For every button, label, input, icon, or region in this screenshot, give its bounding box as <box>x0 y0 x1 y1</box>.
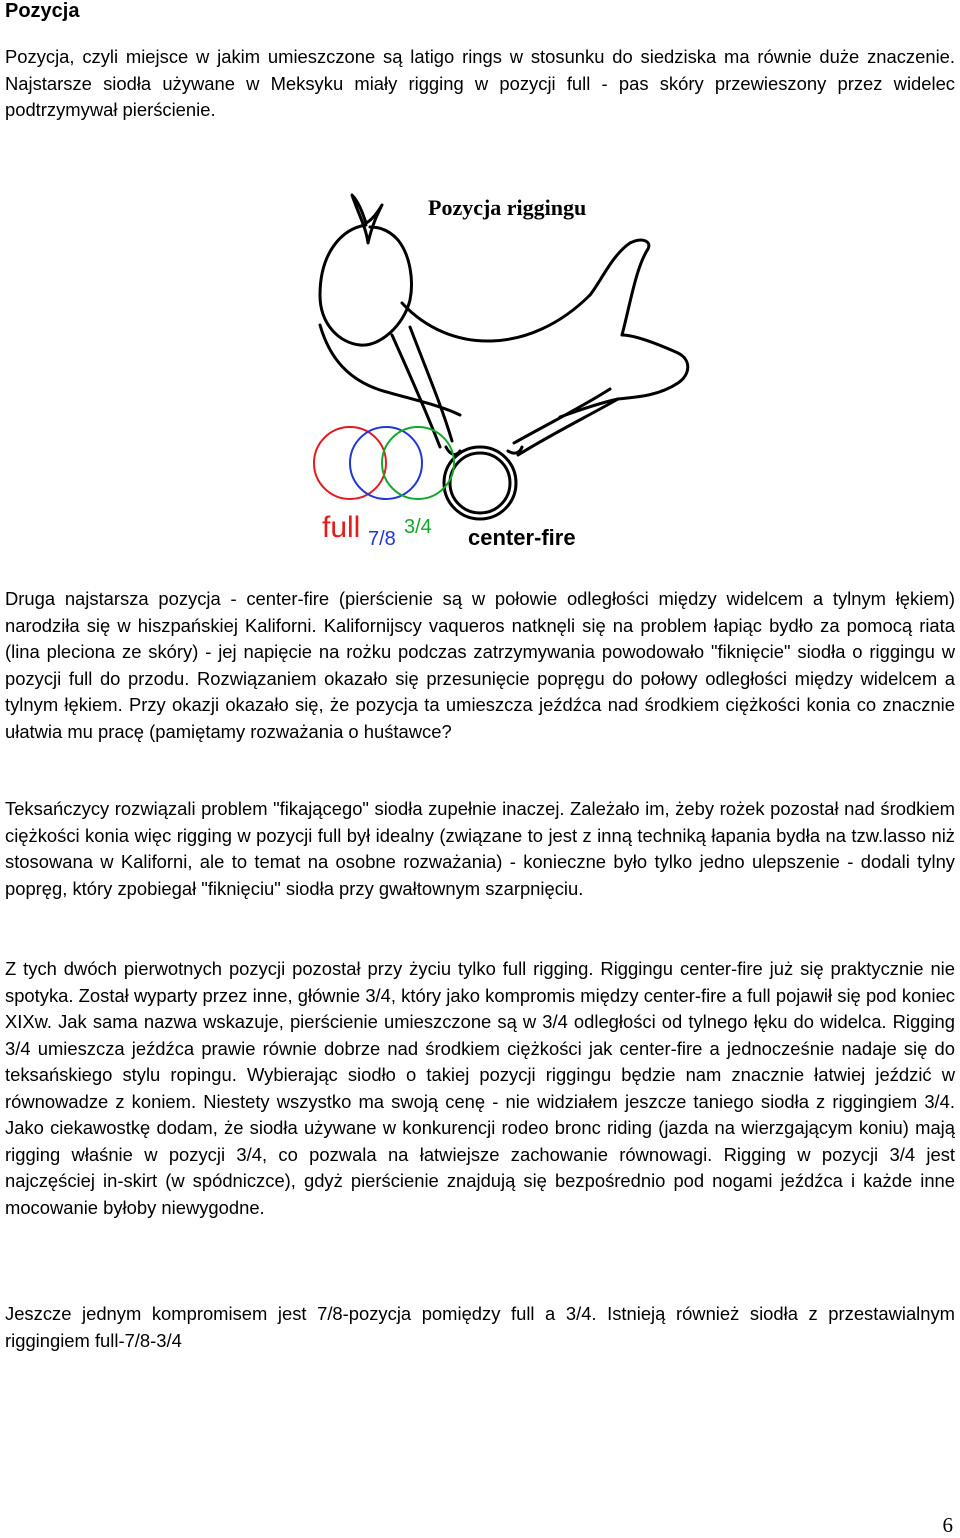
saddle-cantle <box>590 240 649 335</box>
label-full: full <box>322 511 361 544</box>
figure-title: Pozycja riggingu <box>428 195 587 220</box>
paragraph-center-fire: Druga najstarsza pozycja - center-fire (pierścienie są w połowie odległości między widelcem a tylnym łękiem) narodziła się w hiszpańskiej Kaliforni. Kalifornijscy vaqueros natknęli się na problem łapiąc bydło za pomocą riata (lina pleciona ze skóry) - jej napięcie na rożku podczas zatrzymywania powodowało "fiknięcie" siodła o riggingu w pozycji full do przodu. Rozwiązaniem okazało się przesunięcie popręgu do połowy odległości między widelcem a tylnym łękiem. Przy okazji okazało się, że pozycja ta umieszcza jeźdźca nad środkiem ciężkości konia co znacznie ułatwia mu pracę (pamiętamy rozważania o huśtawce? <box>5 588 955 742</box>
three-quarters-position-circle <box>382 427 454 499</box>
page-number: 6 <box>942 1513 953 1537</box>
saddle-diagram <box>300 185 700 555</box>
saddle-skirt-back <box>618 335 688 399</box>
paragraph-intro: Pozycja, czyli miejsce w jakim umieszczone są latigo rings w stosunku do siedziska ma równie duże znaczenie. Najstarsze siodła używane w Meksyku miały rigging w pozycji full - pas skóry przewieszony przez widelec podtrzymywał pierścienie. <box>5 46 955 120</box>
section-heading: Pozycja <box>5 0 80 22</box>
latigo-ring-inner <box>450 453 510 513</box>
saddle-drawing <box>320 195 688 519</box>
rigging-strap-back-inner <box>514 389 610 443</box>
paragraph-three-quarters: Z tych dwóch pierwotnych pozycji pozostał przy życiu tylko full rigging. Riggingu center-fire już się praktycznie nie spotyka. Został wyparty przez inne, głównie 3/4, który jako kompromis między center-fire a full pojawił się pod koniec XIXw. Jak sama nazwa wskazuje, pierścienie umieszczone są w 3/4 odległości od tylnego łęku do widelca. Rigging 3/4 umieszcza jeźdźca prawie równie dobrze nad środkiem ciężkości jak center-fire a jednocześnie nadaje się do teksańskiego stylu ropingu. Wybierając siodło o takiej pozycji riggingu będzie nam znacznie łatwiej jeździć w równowadze z koniem. Niestety wszystko ma swoją cenę - nie widziałem jeszcze taniego siodła z riggingiem 3/4. Jako ciekawostkę dodam, że siodła używane w konkurencji rodeo bronc riding (jazda na wierzgającym koniu) mają rigging właśnie w pozycji 3/4, co pozwala na łatwiejsze zachowanie równowagi. Rigging w pozycji 3/4 jest najczęściej in-skirt (w spódniczce), gdyż pierścienie znajdują się bezpośrednio pod nogami jeźdźca i każde inne mocowanie byłoby niewygodne. <box>5 958 955 1218</box>
label-three-quarters: 3/4 <box>404 516 432 538</box>
rigging-strap-back-outer <box>518 399 618 455</box>
saddle-seat <box>402 295 590 341</box>
label-seven-eighths: 7/8 <box>368 528 396 550</box>
saddle-horn <box>352 195 382 243</box>
saddle-fork <box>320 225 412 345</box>
paragraph-texans: Teksańczycy rozwiązali problem "fikającego" siodła zupełnie inaczej. Zależało im, żeby rożek pozostał nad środkiem ciężkości konia więc rigging w pozycji full był idealny (związane to jest z inną techniką łapania bydła na tzw.lasso niż stosowana w Kaliforni, ale to temat na osobne rozważania) - konieczne było tylko jedno ulepszenie - dodali tylny popręg, który zpobiegał "fiknięciu" siodła przy gwałtownym szarpnięciu. <box>5 798 955 899</box>
rigging-position-figure <box>300 185 700 555</box>
label-center-fire: center-fire <box>468 525 576 550</box>
paragraph-seven-eighths: Jeszcze jednym kompromisem jest 7/8-pozycja pomiędzy full a 3/4. Istnieją również siodła z przestawialnym riggingiem full-7/8-3/4 <box>5 1303 955 1351</box>
ring-attachment-right <box>508 447 522 453</box>
latigo-ring-outer <box>444 447 516 519</box>
